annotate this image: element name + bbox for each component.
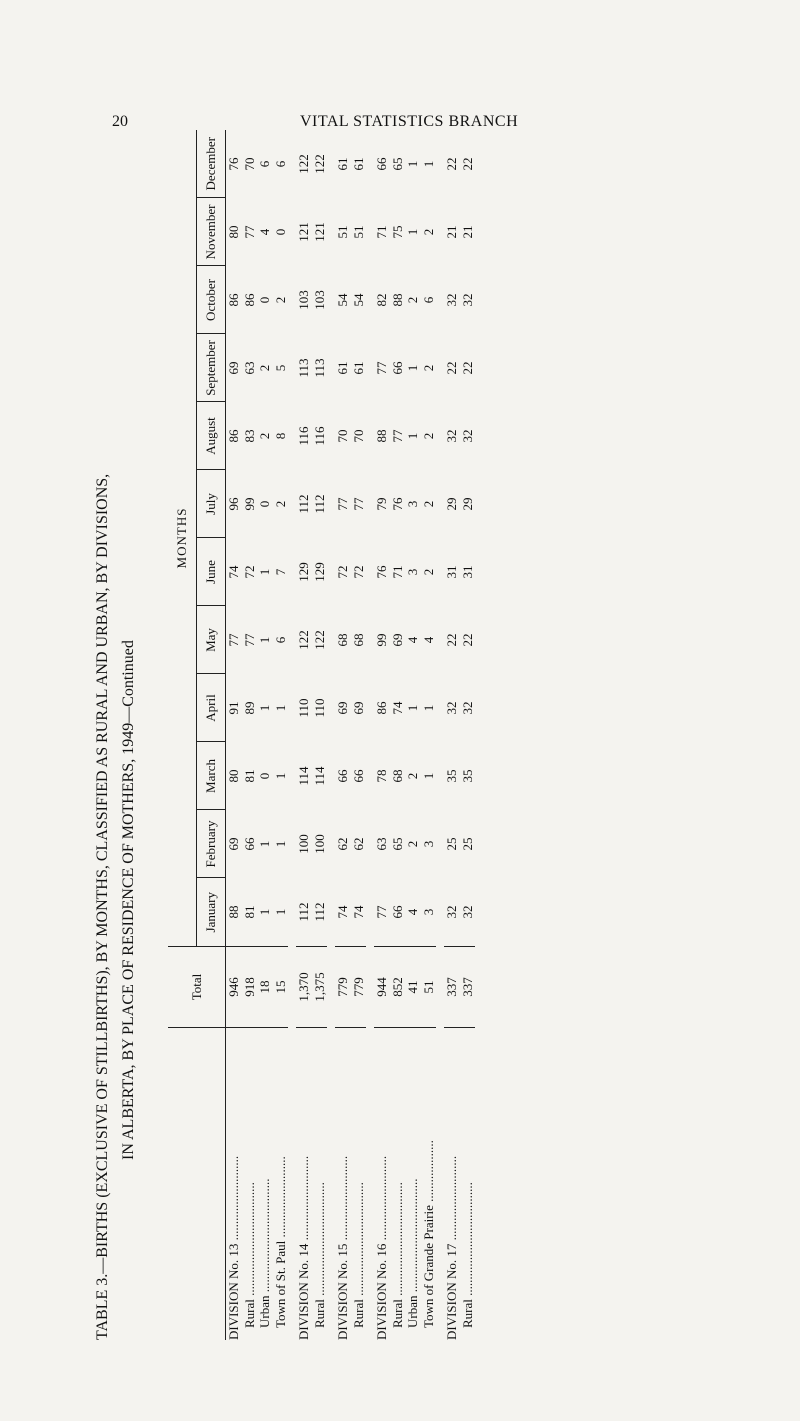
month-cell: 61 — [350, 157, 366, 171]
month-cell: 88 — [389, 293, 405, 307]
table-row — [296, 130, 312, 1340]
column-header-total: Total — [168, 947, 226, 1028]
month-cell: 22 — [459, 633, 475, 647]
month-cell: 22 — [444, 157, 459, 171]
month-cell: 122 — [296, 630, 311, 650]
month-cell: 6 — [420, 296, 436, 304]
month-cell: 72 — [350, 565, 366, 579]
column-header-month: April — [197, 674, 226, 742]
month-cell: 2 — [405, 296, 420, 304]
column-header-months: MONTHS — [168, 130, 197, 947]
month-cell: 4 — [257, 228, 272, 236]
month-cell: 7 — [272, 568, 288, 576]
page-number: 20 — [112, 113, 128, 130]
row-label: DIVISION No. 13 .......................... — [226, 1155, 241, 1340]
month-cell: 70 — [241, 157, 257, 171]
month-cell: 68 — [389, 769, 405, 783]
row-label: Rural ................................... — [350, 1182, 366, 1328]
month-cell: 86 — [226, 293, 241, 307]
month-cell: 2 — [420, 432, 436, 440]
month-cell: 99 — [374, 633, 389, 647]
month-cell: 86 — [241, 293, 257, 307]
month-cell: 61 — [335, 157, 350, 171]
month-cell: 1 — [272, 704, 288, 712]
row-label: Rural ................................... — [311, 1182, 327, 1328]
month-cell: 129 — [311, 562, 327, 582]
month-cell: 3 — [405, 500, 420, 508]
month-cell: 68 — [335, 633, 350, 647]
month-cell: 122 — [296, 154, 311, 174]
spacer-cell — [366, 130, 374, 1340]
month-cell: 1 — [420, 772, 436, 780]
month-cell: 122 — [311, 154, 327, 174]
month-cell: 82 — [374, 293, 389, 307]
table-row — [242, 130, 258, 1340]
month-cell: 21 — [459, 225, 475, 239]
month-cell: 103 — [311, 290, 327, 310]
month-cell: 71 — [374, 225, 389, 239]
total-cell: 946 — [226, 947, 242, 1028]
row-label: Rural ................................... — [241, 1182, 257, 1328]
month-cell: 2 — [420, 568, 436, 576]
table-row — [273, 130, 289, 1340]
month-cell: 79 — [374, 497, 389, 511]
month-cell: 2 — [257, 364, 272, 372]
month-cell: 74 — [335, 878, 351, 947]
total-cell: 41 — [405, 947, 421, 1028]
column-header-month: June — [197, 538, 226, 606]
month-cell: 22 — [459, 157, 475, 171]
month-cell: 31 — [444, 565, 459, 579]
row-label: Urban ................................... — [405, 1178, 420, 1328]
row-label: Town of Grande Prairie ................... — [420, 1140, 436, 1328]
month-cell: 77 — [241, 633, 257, 647]
month-cell: 29 — [444, 497, 459, 511]
month-cell: 116 — [296, 426, 311, 446]
column-header-month: March — [197, 742, 226, 810]
month-cell: 8 — [272, 432, 288, 440]
month-cell: 88 — [374, 429, 389, 443]
month-cell: 32 — [459, 701, 475, 715]
month-cell: 80 — [226, 769, 241, 783]
month-cell: 63 — [374, 837, 389, 851]
month-cell: 70 — [350, 429, 366, 443]
month-cell: 3 — [405, 568, 420, 576]
total-cell: 18 — [257, 947, 273, 1028]
month-cell: 25 — [459, 837, 475, 851]
month-cell: 121 — [311, 222, 327, 242]
month-cell: 77 — [241, 225, 257, 239]
month-cell: 77 — [350, 497, 366, 511]
month-cell: 68 — [350, 633, 366, 647]
spacer-row — [366, 130, 374, 1340]
month-cell: 2 — [405, 840, 420, 848]
month-cell: 22 — [444, 633, 459, 647]
spacer-row — [436, 130, 444, 1340]
month-cell: 112 — [296, 494, 311, 514]
row-label: Urban ................................... — [257, 1178, 272, 1328]
month-cell: 78 — [374, 769, 389, 783]
month-cell: 0 — [257, 500, 272, 508]
month-cell: 22 — [444, 361, 459, 375]
table-row — [312, 130, 328, 1340]
month-cell: 114 — [296, 766, 311, 786]
spacer-row — [288, 130, 296, 1340]
month-cell: 6 — [272, 160, 288, 168]
month-cell: 77 — [226, 633, 241, 647]
month-cell: 62 — [335, 837, 350, 851]
column-header-month: December — [197, 130, 226, 198]
month-cell: 121 — [296, 222, 311, 242]
month-cell: 100 — [296, 834, 311, 854]
total-cell: 51 — [421, 947, 437, 1028]
total-cell: 779 — [351, 947, 367, 1028]
month-cell: 72 — [335, 565, 350, 579]
total-cell: 944 — [374, 947, 390, 1028]
month-cell: 51 — [335, 225, 350, 239]
row-label: DIVISION No. 16 .......................... — [374, 1155, 389, 1340]
column-header-month: January — [197, 878, 226, 947]
month-cell: 1 — [273, 878, 289, 947]
month-cell: 32 — [459, 429, 475, 443]
month-cell: 5 — [272, 364, 288, 372]
month-cell: 1 — [405, 228, 420, 236]
month-cell: 3 — [421, 878, 437, 947]
month-cell: 66 — [374, 157, 389, 171]
month-cell: 110 — [311, 698, 327, 718]
month-cell: 0 — [257, 772, 272, 780]
month-cell: 32 — [444, 293, 459, 307]
month-cell: 32 — [459, 293, 475, 307]
month-cell: 103 — [296, 290, 311, 310]
table-row — [351, 130, 367, 1340]
month-cell: 88 — [226, 878, 242, 947]
month-cell: 81 — [242, 878, 258, 947]
month-cell: 112 — [296, 878, 312, 947]
month-cell: 66 — [335, 769, 350, 783]
month-cell: 70 — [335, 429, 350, 443]
row-label: Town of St. Paul ......................... — [272, 1156, 288, 1328]
row-label: Rural ................................... — [389, 1182, 405, 1328]
month-cell: 1 — [272, 772, 288, 780]
table-row — [444, 130, 460, 1340]
month-cell: 2 — [420, 228, 436, 236]
month-cell: 32 — [460, 878, 476, 947]
column-header-month: September — [197, 334, 226, 402]
month-cell: 1 — [420, 704, 436, 712]
month-cell: 2 — [420, 364, 436, 372]
month-cell: 21 — [444, 225, 459, 239]
month-cell: 72 — [241, 565, 257, 579]
row-label: DIVISION No. 15 .......................... — [335, 1155, 350, 1340]
month-cell: 1 — [405, 160, 420, 168]
month-cell: 1 — [405, 704, 420, 712]
table-row — [257, 130, 273, 1340]
spacer-cell — [288, 130, 296, 1340]
column-header-month: July — [197, 470, 226, 538]
month-cell: 2 — [420, 500, 436, 508]
month-cell: 1 — [257, 636, 272, 644]
table-row — [460, 130, 476, 1340]
month-cell: 76 — [374, 565, 389, 579]
spacer-row — [327, 130, 335, 1340]
column-header-month: May — [197, 606, 226, 674]
column-header-month: November — [197, 198, 226, 266]
month-cell: 122 — [311, 630, 327, 650]
month-cell: 74 — [351, 878, 367, 947]
month-cell: 66 — [390, 878, 406, 947]
month-cell: 25 — [444, 837, 459, 851]
month-cell: 100 — [311, 834, 327, 854]
month-cell: 113 — [311, 358, 327, 378]
month-cell: 71 — [389, 565, 405, 579]
month-cell: 31 — [459, 565, 475, 579]
row-label: Rural ................................... — [459, 1182, 475, 1328]
total-cell: 779 — [335, 947, 351, 1028]
month-cell: 110 — [296, 698, 311, 718]
month-cell: 63 — [241, 361, 257, 375]
total-cell: 918 — [242, 947, 258, 1028]
month-cell: 6 — [257, 160, 272, 168]
row-header-blank — [168, 1028, 197, 1341]
month-cell: 51 — [350, 225, 366, 239]
month-cell: 114 — [311, 766, 327, 786]
month-cell: 65 — [389, 157, 405, 171]
month-cell: 0 — [272, 228, 288, 236]
row-label: DIVISION No. 17 .......................... — [444, 1155, 459, 1340]
table-row — [405, 130, 421, 1340]
month-cell: 75 — [389, 225, 405, 239]
month-cell: 69 — [350, 701, 366, 715]
month-cell: 65 — [389, 837, 405, 851]
caption-line-1: TABLE 3.—BIRTHS (EXCLUSIVE OF STILLBIRTHS), BY MONTHS, CLASSIFIED AS RURAL AND URBAN, BY DIVISIONS, — [94, 473, 111, 1340]
total-cell: 1,375 — [312, 947, 328, 1028]
row-label: DIVISION No. 14 .......................... — [296, 1155, 311, 1340]
month-cell: 61 — [350, 361, 366, 375]
table-body — [226, 130, 476, 1340]
month-cell: 2 — [405, 772, 420, 780]
month-cell: 35 — [459, 769, 475, 783]
month-cell: 86 — [374, 701, 389, 715]
month-cell: 116 — [311, 426, 327, 446]
spacer-cell — [327, 130, 335, 1340]
month-cell: 2 — [272, 296, 288, 304]
month-cell: 32 — [444, 878, 460, 947]
month-cell: 112 — [311, 494, 327, 514]
column-header-month: October — [197, 266, 226, 334]
month-cell: 113 — [296, 358, 311, 378]
total-cell: 337 — [460, 947, 476, 1028]
month-cell: 54 — [350, 293, 366, 307]
running-head: VITAL STATISTICS BRANCH — [300, 113, 519, 130]
table-row — [226, 130, 242, 1340]
month-cell: 96 — [226, 497, 241, 511]
total-cell: 15 — [273, 947, 289, 1028]
month-cell: 32 — [444, 701, 459, 715]
table-caption — [90, 90, 142, 1340]
month-cell: 77 — [374, 361, 389, 375]
month-cell: 29 — [459, 497, 475, 511]
month-cell: 61 — [335, 361, 350, 375]
caption-line-2: IN ALBERTA, BY PLACE OF RESIDENCE OF MOTHERS, 1949—Continued — [120, 640, 137, 1160]
month-cell: 1 — [420, 160, 436, 168]
month-cell: 99 — [241, 497, 257, 511]
month-cell: 1 — [257, 704, 272, 712]
month-cell: 2 — [272, 500, 288, 508]
column-header-month: August — [197, 402, 226, 470]
month-cell: 35 — [444, 769, 459, 783]
month-cell: 81 — [241, 769, 257, 783]
month-cell: 1 — [257, 568, 272, 576]
month-cell: 4 — [405, 878, 421, 947]
month-cell: 69 — [389, 633, 405, 647]
month-cell: 1 — [257, 878, 273, 947]
column-header-month: February — [197, 810, 226, 878]
month-cell: 77 — [374, 878, 390, 947]
spacer-cell — [436, 130, 444, 1340]
month-cell: 76 — [226, 157, 241, 171]
total-cell: 337 — [444, 947, 460, 1028]
month-cell: 76 — [389, 497, 405, 511]
month-cell: 1 — [405, 432, 420, 440]
month-cell: 129 — [296, 562, 311, 582]
month-cell: 32 — [444, 429, 459, 443]
month-cell: 89 — [241, 701, 257, 715]
month-cell: 80 — [226, 225, 241, 239]
month-cell: 4 — [420, 636, 436, 644]
month-cell: 1 — [272, 840, 288, 848]
month-cell: 69 — [226, 361, 241, 375]
month-cell: 77 — [389, 429, 405, 443]
month-cell: 74 — [389, 701, 405, 715]
month-cell: 86 — [226, 429, 241, 443]
month-cell: 66 — [389, 361, 405, 375]
total-cell: 852 — [390, 947, 406, 1028]
month-cell: 1 — [405, 364, 420, 372]
month-cell: 91 — [226, 701, 241, 715]
month-cell: 2 — [257, 432, 272, 440]
month-cell: 77 — [335, 497, 350, 511]
month-cell: 112 — [312, 878, 328, 947]
month-cell: 83 — [241, 429, 257, 443]
births-table — [168, 130, 475, 1340]
month-cell: 69 — [226, 837, 241, 851]
total-cell: 1,370 — [296, 947, 312, 1028]
month-cell: 22 — [459, 361, 475, 375]
rotated-table-page — [90, 90, 740, 1340]
month-cell: 0 — [257, 296, 272, 304]
month-cell: 3 — [420, 840, 436, 848]
table-row — [335, 130, 351, 1340]
month-cell: 6 — [272, 636, 288, 644]
month-cell: 66 — [350, 769, 366, 783]
month-cell: 66 — [241, 837, 257, 851]
table-row — [421, 130, 437, 1340]
month-cell: 1 — [257, 840, 272, 848]
table-row — [374, 130, 390, 1340]
month-cell: 69 — [335, 701, 350, 715]
month-cell: 4 — [405, 636, 420, 644]
row-header-blank-2 — [197, 1028, 226, 1341]
table-row — [390, 130, 406, 1340]
month-cell: 74 — [226, 565, 241, 579]
month-cell: 54 — [335, 293, 350, 307]
month-cell: 62 — [350, 837, 366, 851]
